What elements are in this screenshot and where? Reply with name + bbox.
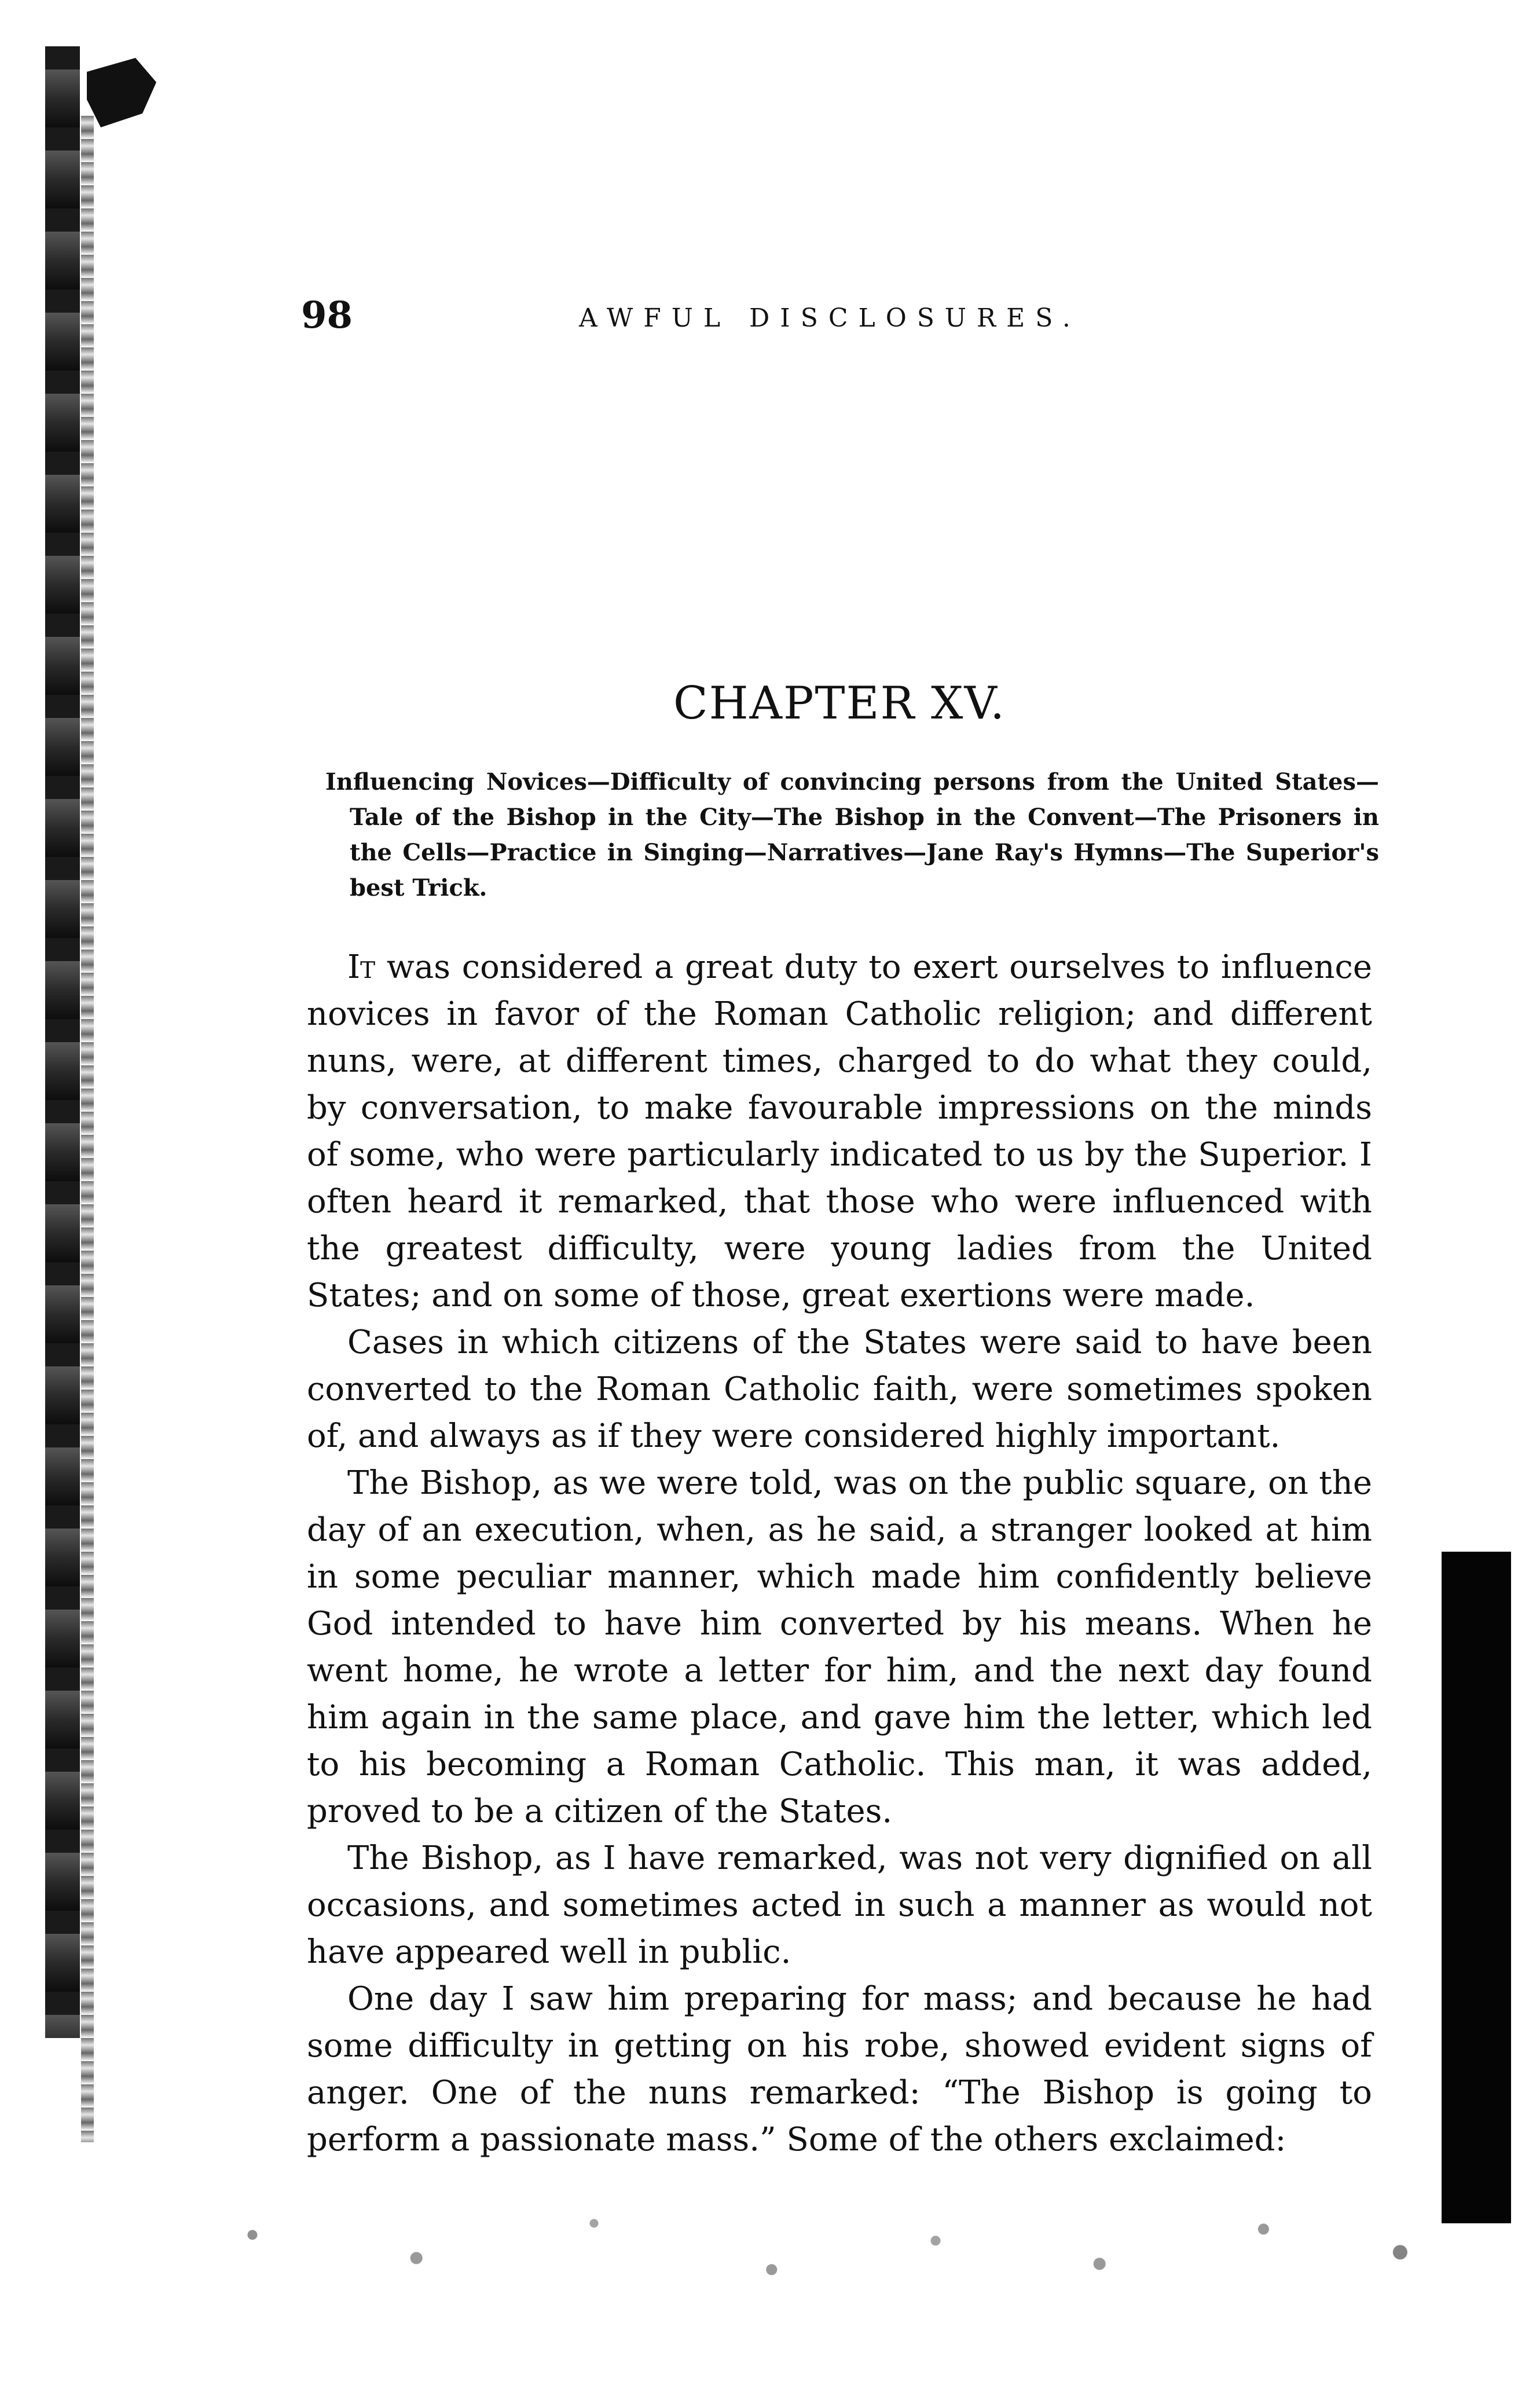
scan-corner-blot bbox=[87, 58, 156, 127]
body-text bbox=[307, 944, 1372, 2163]
paragraph bbox=[307, 944, 1372, 1319]
paragraph: One day I saw him preparing for mass; and because he had some difficulty in getting on his robe, showed evident signs of anger. One of the nuns remarked: “The Bishop is going to perform a passionate mass.” Some of the others exclaimed: bbox=[307, 1980, 1372, 2158]
scan-bottom-noise bbox=[116, 2189, 1482, 2304]
paragraph: The Bishop, as I have remarked, was not very dignified on all occasions, and sometimes acted in such a manner as would not have appeared well in public. bbox=[307, 1839, 1372, 1971]
chapter-synopsis: Influencing Novices—Difficulty of convincing persons from the United States—Tale of the Bishop in the City—The Bishop in the Convent—The Prisoners in the Cells—Practice in Singing—Narratives—Jane Ray's Hymns—The Superior's best Trick. bbox=[325, 768, 1379, 901]
running-title: AWFUL DISCLOSURES. bbox=[579, 303, 1081, 333]
lead-word: It bbox=[347, 948, 376, 986]
paragraph: Cases in which citizens of the States were said to have been converted to the Roman Catholic faith, were sometimes spoken of, and always as if they were considered highly important. bbox=[307, 1324, 1372, 1455]
paragraph-text: was considered a great duty to exert ourselves to influence novices in favor of the Roman Catholic religion; and different nuns, were, at different times, charged to do what they could, by conversation, to make favourable impressions on the minds of some, who were particularly indicated to us by the Superior. I often heard it remarked, that those who were influenced with the greatest difficulty, were young ladies from the United States; and on some of those, great exertions were made. bbox=[307, 948, 1372, 1314]
chapter-title: CHAPTER XV. bbox=[673, 677, 1006, 730]
page-number: 98 bbox=[301, 294, 353, 337]
paragraph: The Bishop, as we were told, was on the public square, on the day of an execution, when, as he said, a stranger looked at him in some peculiar manner, which made him confidently believe God intended to have him converted by his means. When he went home, he wrote a letter for him, and the next day found him again in the same place, and gave him the letter, which led to his becoming a Roman Catholic. This man, it was added, proved to be a citizen of the States. bbox=[307, 1464, 1372, 1830]
running-header bbox=[301, 289, 1401, 342]
scan-binding-edge bbox=[81, 116, 94, 2142]
scan-right-edge-bar bbox=[1442, 1552, 1511, 2223]
scan-binding-shadow bbox=[45, 46, 80, 2038]
